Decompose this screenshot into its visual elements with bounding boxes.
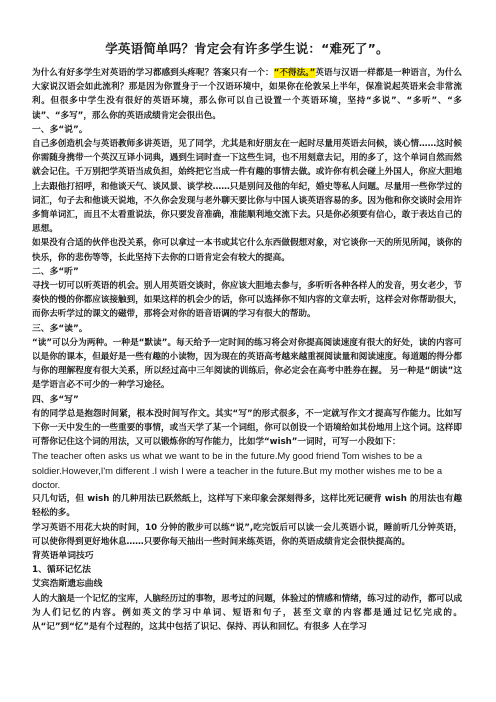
section-read-paragraph: “读”可以分为两种。一种是“默读”。每天给予一定时间的练习将会对你提高阅读速度有很大的好处，读的内容可以是你的课本，但最好是一些有趣的小读物，因为现在的英语高考越来越重视阅读量和阅读速度。每道题的得分都与你的理解程度有很大关系，所以经过高中三年阅读的训练后，你必定会在高考中胜券在握。 另一种是“朗读”这是学语言必不可少的一种学习途径。 <box>32 337 462 391</box>
section-write-paragraph-2: 只几句话，但 wish 的几种用法已跃然纸上，这样写下来印象会深刻得多，这样比死记硬背 wish 的用法也有趣轻松的多。 <box>32 494 462 519</box>
section-heading-read: 三、多“读”。 <box>32 323 88 334</box>
intro-text-continued: 英语与汉语一样都是一种语言，为什么大家说汉语会如此流利？那是因为你置身于一个汉语环境中，如果你在伦敦呆上半年，保准说起英语来会非常流利。但很多中学生没有很好的英语环境，那么你可以自己设置一个英语环境，坚持“多说”、“多听”、“多读”、“多写”，那么你的英语成绩肯定会很出色。 <box>32 68 462 121</box>
english-example-paragraph: The teacher often asks us what we want to be in the future.My good friend Tom wishes to be a soldier.However,I'm different .I wish I were a teacher in the future.But my mother wishes me to be a doctor. <box>32 450 443 490</box>
section-speak-paragraph-2: 如果没有合适的伙伴也没关系，你可以拿过一本书或其它什么东西做假想对象，对它谈你一天的所见所闻，谈你的快乐，你的悲伤等等，长此坚持下去你的口语肯定会有较大的提高。 <box>32 238 462 263</box>
intro-paragraph <box>32 66 462 123</box>
intro-text: 为什么有好多学生对英语的学习都感到头疼呢？答案只有一个： <box>32 68 274 78</box>
section-listen-paragraph: 寻找一切可以听英语的机会。别人用英语交谈时，你应该大胆地去参与，多听听各种各样人的发音，男女老少，节奏快的慢的你都应该接触到，如果这样的机会少的话，你可以选择你不知内容的文章去听，这样会对你帮助很大，而你去听学过的课文的磁带，那将会对你的语音语调的学习有很大的帮助。 <box>32 281 462 320</box>
tips-paragraph: 人的大脑是一个记忆的宝库，人脑经历过的事物，思考过的问题，体验过的情感和情绪，练习过的动作，都可以成为人们记忆的内容。例如英文的学习中单词、短语和句子，甚至文章的内容都是通过记忆完成的。从“记”到“忆”是有个过程的，这其中包括了识记、保持、再认和回忆。有很多 人在学习 <box>32 593 462 632</box>
section-write-paragraph-1: 有的同学总是抱怨时间紧，根本没时间写作文。其实“写”的形式很多，不一定就写作文才提高写作能力。比如写下你一天中发生的一些重要的事情，或当天学了某一个词组，你可以创设一个语境给如其份地用上这个词。这样即可帮你记住这个词的用法，又可以锻炼你的写作能力，比如学“wish”一词时，可写一小段如下： <box>32 408 462 448</box>
document-body <box>32 40 462 634</box>
tips-heading: 背英语单词技巧 <box>32 550 94 561</box>
document-title: 学英语简单吗？肯定会有许多学生说：“难死了”。 <box>105 41 389 56</box>
section-heading-speak: 一、多“说”。 <box>32 124 88 135</box>
tips-subheading: 1、循环记忆法 <box>32 565 91 576</box>
section-speak-paragraph-1: 自己多创造机会与英语教师多讲英语，见了同学，尤其是和好朋友在一起时尽量用英语去问候，谈心情……这时候你需随身携带一个英汉互译小词典，遇到生词时查一下这些生词，也不用刻意去记，用的多了，这个单词自然而然就会记住。千万别把学英语当成负担，始终把它当成一件有趣的事情去做。或许你有机会碰上外国人，你应大胆地上去跟他打招呼，和他谈天气、谈风景、谈学校……只是别问及他的年纪，婚史等私人问题。尽量用一些你学过的词汇，句子去和他谈天说地，不久你会发现与老外聊天要比你与中国人谈英语容易的多。因为他和你交谈时会用许多简单词汇，而且不太看重说法，你只要发音准确，准能顺利地交流下去。只是你必须要有信心，敢于表达自己的思想。 <box>32 139 462 235</box>
section-write-paragraph-3: 学习英语不用花大块的时间，10 分钟的散步可以练“说”,吃完饭后可以读一会儿英语小说，睡前听几分钟英语，可以使你得到更好地休息……只要你每天抽出一些时间来练英语，你的英语成绩肯定会很快提高的。 <box>32 522 462 547</box>
tips-subheading-2: 艾宾浩斯遗忘曲线 <box>32 579 103 590</box>
section-heading-write: 四、多“写” <box>32 394 79 405</box>
highlighted-text: “不得法。” <box>273 68 316 78</box>
section-heading-listen: 二、多“听” <box>32 266 79 277</box>
